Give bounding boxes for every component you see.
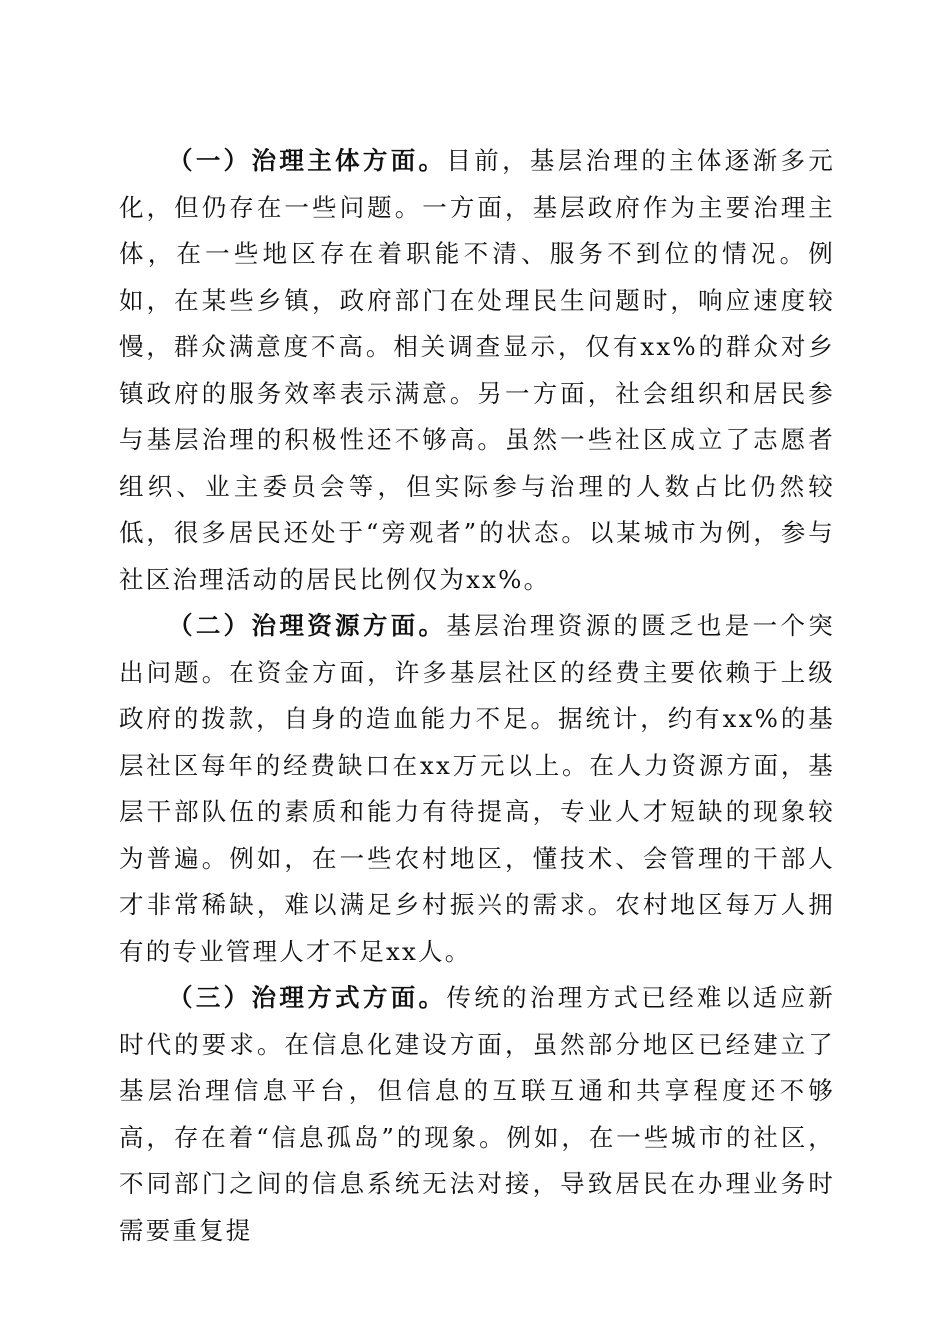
paragraph-heading: （三）治理方式方面。 <box>168 983 447 1012</box>
document-body <box>119 138 835 1254</box>
paragraph-governance-methods <box>119 975 835 1254</box>
paragraph-text: 基层治理资源的匮乏也是一个突出问题。在资金方面，许多基层社区的经费主要依赖于上级政府的拨款，自身的造血能力不足。据统计，约有xx%的基层社区每年的经费缺口在xx万元以上。在人力资源方面，基层干部队伍的素质和能力有待提高，专业人才短缺的现象较为普遍。例如，在一些农村地区，懂技术、会管理的干部人才非常稀缺，难以满足乡村振兴的需求。农村地区每万人拥有的专业管理人才不足xx人。 <box>119 611 835 966</box>
paragraph-text: 目前，基层治理的主体逐渐多元化，但仍存在一些问题。一方面，基层政府作为主要治理主体，在一些地区存在着职能不清、服务不到位的情况。例如，在某些乡镇，政府部门在处理民生问题时，响应速度较慢，群众满意度不高。相关调查显示，仅有xx%的群众对乡镇政府的服务效率表示满意。另一方面，社会组织和居民参与基层治理的积极性还不够高。虽然一些社区成立了志愿者组织、业主委员会等，但实际参与治理的人数占比仍然较低，很多居民还处于“旁观者”的状态。以某城市为例，参与社区治理活动的居民比例仅为xx%。 <box>119 146 835 594</box>
paragraph-text: 传统的治理方式已经难以适应新时代的要求。在信息化建设方面，虽然部分地区已经建立了基层治理信息平台，但信息的互联互通和共享程度还不够高，存在着“信息孤岛”的现象。例如，在一些城市的社区，不同部门之间的信息系统无法对接，导致居民在办理业务时需要重复提 <box>119 983 835 1245</box>
paragraph-governance-resources <box>119 603 835 975</box>
paragraph-governance-subject <box>119 138 835 603</box>
paragraph-heading: （二）治理资源方面。 <box>168 611 447 640</box>
paragraph-heading: （一）治理主体方面。 <box>168 146 447 175</box>
